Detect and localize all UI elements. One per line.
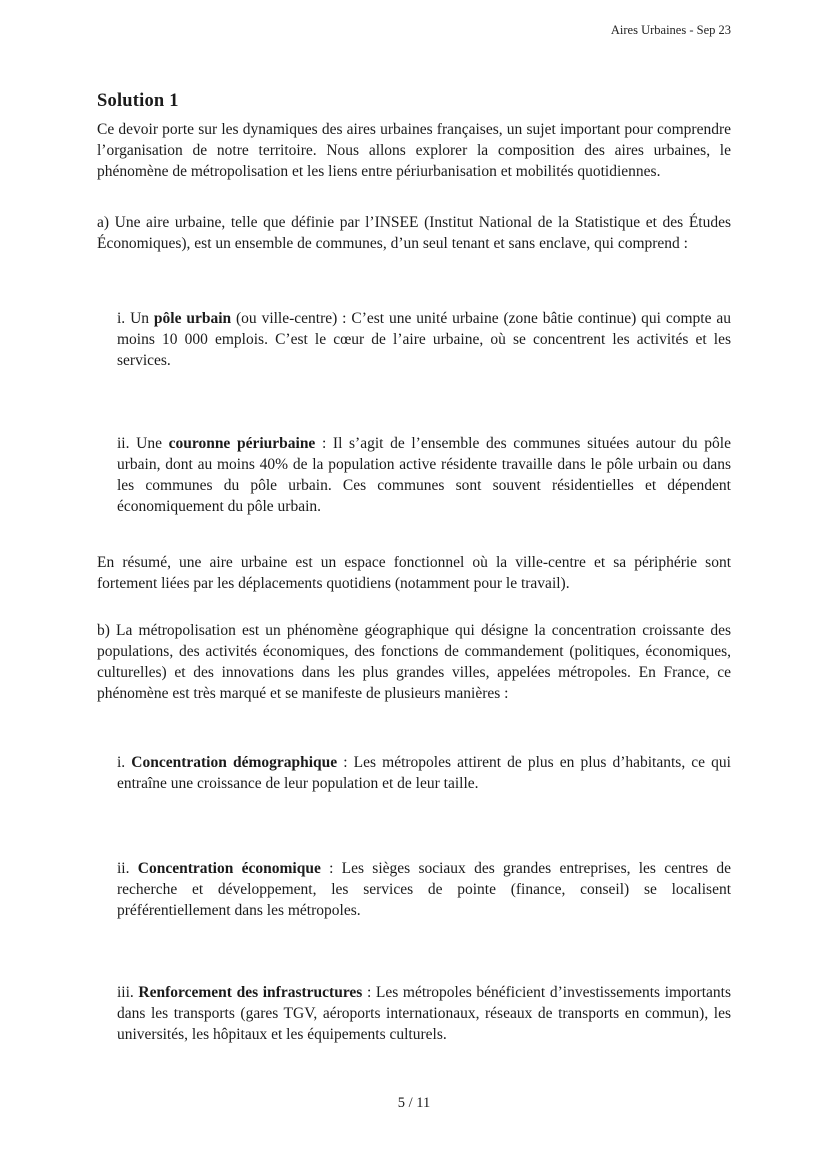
item-term: Concentration économique [137, 860, 321, 877]
list-item-renforcement-infrastructures [117, 982, 731, 1045]
paragraph-resume: En résumé, une aire urbaine est un espace fonctionnel où la ville-centre et sa périphérie sont fortement liées par les déplacements quotidiens (notamment pour le travail). [97, 554, 731, 592]
item-text: (ou ville-centre) : C’est une unité urbaine (zone bâtie continue) qui compte au moins 10 000 emplois. C’est le cœur de l’aire urbaine, où se concentrent les activités et les services. [117, 310, 732, 369]
item-prefix: i. Un [117, 310, 154, 327]
item-term: Concentration démographique [131, 754, 338, 771]
item-prefix: i. [117, 754, 132, 771]
list-item-pole-urbain [117, 308, 731, 371]
item-text: : Les sièges sociaux des grandes entreprises, les centres de recherche et développement, les services de pointe (finance, conseil) se localisent préférentiellement dans les métropoles. [117, 860, 731, 919]
paragraph-b-metropolisation: b) La métropolisation est un phénomène géographique qui désigne la concentration croissante des populations, des activités économiques, des fonctions de commandement (politiques, économiques, culturelles) et des innovations dans les plus grandes villes, appelées métropoles. En France, ce phénomène est très marqué et se manifeste de plusieurs manières : [97, 622, 731, 702]
item-text: : Les métropoles attirent de plus en plus d’habitants, ce qui entraîne une croissance de leur population et de leur taille. [117, 754, 731, 792]
list-item-concentration-economique [117, 858, 731, 921]
document-title: Solution 1 [97, 91, 179, 111]
item-prefix: ii. [117, 860, 138, 877]
page-header: Aires Urbaines - Sep 23 [610, 23, 731, 37]
item-text: : Il s’agit de l’ensemble des communes situées autour du pôle urbain, dont au moins 40% de la population active résidente travaille dans le pôle urbain ou dans les communes du pôle urbain. Ces communes sont souvent résidentielles et dépendent économiquement du pôle urbain. [117, 435, 731, 515]
page-number: 5 / 11 [397, 1095, 431, 1111]
item-text: : Les métropoles bénéficient d’investissements importants dans les transports (gares TGV, aéroports internationaux, réseaux de transports en commun), les universités, les hôpitaux et les équipements culturels. [117, 984, 731, 1043]
item-term: Renforcement des infrastructures [138, 984, 363, 1001]
item-prefix: iii. [117, 984, 139, 1001]
item-prefix: ii. Une [117, 435, 169, 452]
list-item-couronne-periurbaine [117, 433, 731, 517]
list-item-concentration-demographique [117, 752, 731, 794]
item-term: pôle urbain [153, 310, 232, 327]
item-term: couronne périurbaine [168, 435, 316, 452]
paragraph-intro: Ce devoir porte sur les dynamiques des aires urbaines françaises, un sujet important pour comprendre l’organisation de notre territoire. Nous allons explorer la composition des aires urbaines, le phénomène de métropolisation et les liens entre périurbanisation et mobilités quotidiennes. [97, 121, 731, 180]
paragraph-a-definition: a) Une aire urbaine, telle que définie par l’INSEE (Institut National de la Statistique et des Études Économiques), est un ensemble de communes, d’un seul tenant et sans enclave, qui comprend : [97, 214, 731, 252]
